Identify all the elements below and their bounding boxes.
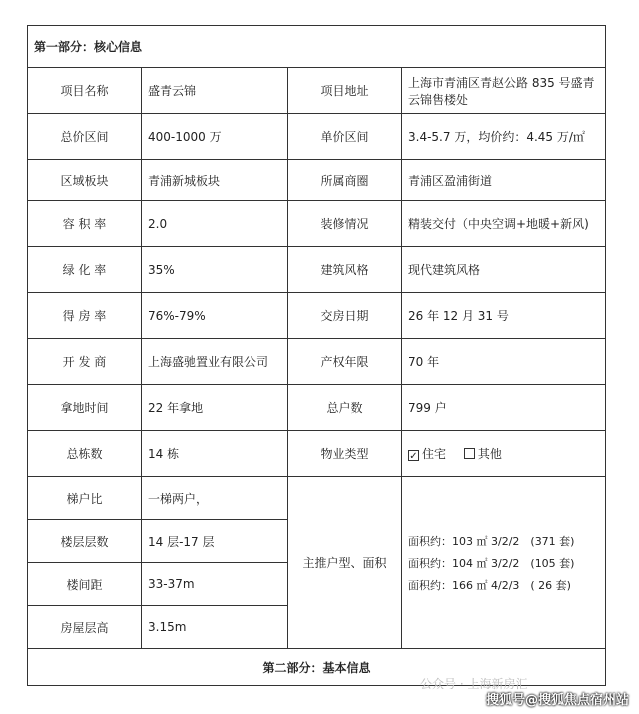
section1-title: 第一部分：核心信息 [28,26,606,68]
label-property-term: 产权年限 [288,339,402,385]
info-table [27,25,606,686]
value-delivery-date: 26 年 12 月 31 号 [402,293,606,339]
label-property-type: 物业类型 [288,431,402,477]
table-row [28,201,606,247]
label-stair-ratio: 梯户比 [28,477,142,520]
table-row [28,114,606,160]
value-property-type [402,431,606,477]
option-other-label: 其他 [477,447,502,461]
label-building-spacing: 楼间距 [28,563,142,606]
table-row [28,339,606,385]
value-decoration: 精装交付（中央空调+地暖+新风) [402,201,606,247]
watermark-account: 公众号 · 上海新房汇 [420,677,528,691]
unit-line: 面积约：104 ㎡ 3/2/2 (105 套) [408,556,575,570]
label-main-units: 主推户型、面积 [288,477,402,649]
table-row [28,385,606,431]
option-residential-label: 住宅 [422,447,447,461]
label-plot-ratio: 容 积 率 [28,201,142,247]
label-land-time: 拿地时间 [28,385,142,431]
value-floor-height: 3.15m [142,606,288,649]
value-property-term: 70 年 [402,339,606,385]
table-row [28,293,606,339]
label-total-households: 总户数 [288,385,402,431]
table-row [28,68,606,114]
label-project-address: 项目地址 [288,68,402,114]
label-floors: 楼层层数 [28,520,142,563]
value-project-address: 上海市青浦区青赵公路 835 号盛青云锦售楼处 [402,68,606,114]
label-district: 区域板块 [28,160,142,201]
value-project-name: 盛青云锦 [142,68,288,114]
value-stair-ratio: 一梯两户， [142,477,288,520]
value-main-units [402,477,606,649]
table-row [28,431,606,477]
value-floors: 14 层-17 层 [142,520,288,563]
label-building-count: 总栋数 [28,431,142,477]
label-decoration: 装修情况 [288,201,402,247]
option-residential[interactable] [408,447,446,461]
label-green-ratio: 绿 化 率 [28,247,142,293]
label-efficiency: 得 房 率 [28,293,142,339]
label-total-price: 总价区间 [28,114,142,160]
label-developer: 开 发 商 [28,339,142,385]
label-delivery-date: 交房日期 [288,293,402,339]
unit-line: 面积约：166 ㎡ 4/2/3 ( 26 套) [408,578,571,592]
unit-line: 面积约：103 ㎡ 3/2/2 (371 套) [408,534,575,548]
value-developer: 上海盛驰置业有限公司 [142,339,288,385]
value-total-price: 400-1000 万 [142,114,288,160]
value-building-count: 14 栋 [142,431,288,477]
value-architecture-style: 现代建筑风格 [402,247,606,293]
label-floor-height: 房屋层高 [28,606,142,649]
value-plot-ratio: 2.0 [142,201,288,247]
value-business-circle: 青浦区盈浦街道 [402,160,606,201]
value-land-time: 22 年拿地 [142,385,288,431]
label-unit-price: 单价区间 [288,114,402,160]
section2-title: 第二部分：基本信息 [28,649,606,686]
value-efficiency: 76%-79% [142,293,288,339]
table-row [28,477,606,520]
value-unit-price: 3.4-5.7 万，均价约：4.45 万/㎡ [402,114,606,160]
label-business-circle: 所属商圈 [288,160,402,201]
watermark-site: 搜狐号@搜狐焦点宿州站 [485,693,629,708]
table-row [28,160,606,201]
checkbox-checked-icon: ✓ [409,451,418,462]
value-building-spacing: 33-37m [142,563,288,606]
checkbox-unchecked-icon [464,448,475,459]
section1-header-row [28,26,606,68]
table-row [28,247,606,293]
label-architecture-style: 建筑风格 [288,247,402,293]
value-total-households: 799 户 [402,385,606,431]
value-green-ratio: 35% [142,247,288,293]
value-district: 青浦新城板块 [142,160,288,201]
label-project-name: 项目名称 [28,68,142,114]
option-other[interactable] [464,447,502,461]
